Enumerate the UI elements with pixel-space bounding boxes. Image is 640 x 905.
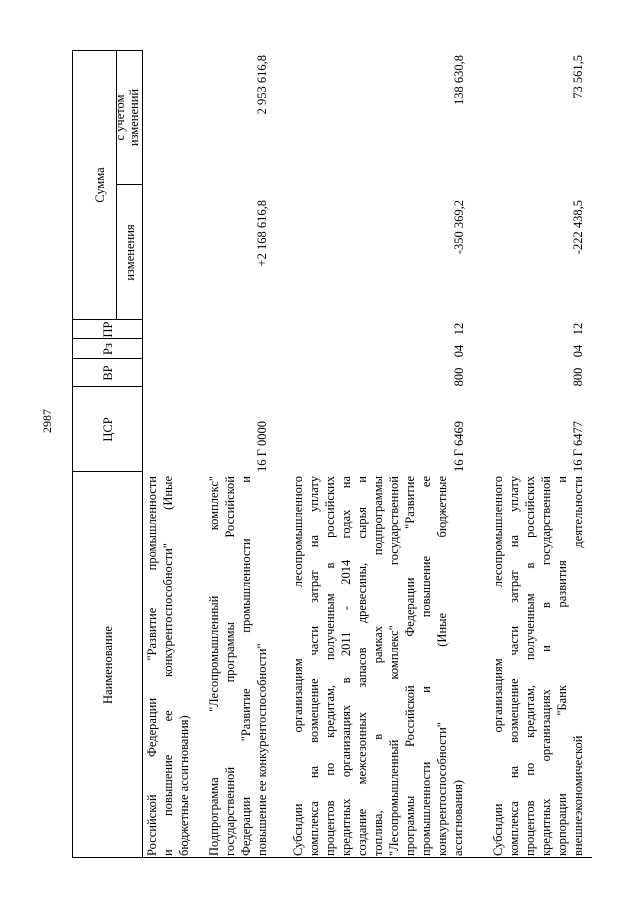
row-1-change: +2 168 616,8 <box>255 200 269 267</box>
row-2-name <box>290 476 466 856</box>
row-1-name-line: Подпрограмма "Лесопромышленный комплекс" <box>207 476 221 856</box>
row-3-rz: 04 <box>571 344 585 358</box>
page-number: 2987 <box>40 409 54 433</box>
header-pr: ПР <box>101 321 115 338</box>
header-bottom-border <box>142 50 143 858</box>
header-with-changes-line1: с учетом <box>113 94 127 141</box>
header-vr: ВР <box>101 365 115 381</box>
row-0-name <box>144 476 192 856</box>
row-0-name-line: Российской Федерации "Развитие промышленности <box>145 476 159 856</box>
row-1-csr: 16 Г 0000 <box>255 421 269 472</box>
row-3-name-line: корпорации "Банк развития и <box>555 476 569 856</box>
row-3-name-line: комплекса на возмещение части затрат на уплату <box>507 476 521 856</box>
row-2-name-line: программы Российской Федерации "Развитие <box>403 476 417 856</box>
row-3-name-line: кредитных организациях и в государственной <box>539 476 553 856</box>
row-3-name-line: процентов по кредитам, полученным в российских <box>523 476 537 856</box>
row-1-total: 2 953 616,8 <box>255 55 269 115</box>
row-2-name-line: процентов по кредитам, полученным в российских <box>323 476 337 856</box>
row-3-vr: 800 <box>571 367 585 387</box>
row-2-name-line: "Лесопромышленный комплекс" государственной <box>387 476 401 856</box>
row-3-name <box>490 476 586 856</box>
row-3-name-line: внешнеэкономической деятельности <box>571 476 585 856</box>
row-3-csr: 16 Г 6477 <box>571 421 585 472</box>
row-2-name-line: промышленности и повышение ее <box>419 476 433 856</box>
row-3-total: 73 561,5 <box>571 55 585 99</box>
header-csr: ЦСР <box>101 417 115 442</box>
row-1-name-line: Федерации "Развитие промышленности и <box>239 476 253 856</box>
row-0-name-line: бюджетные ассигнования) <box>177 715 191 856</box>
row-1-name <box>206 476 270 856</box>
row-2-rz: 04 <box>452 344 466 358</box>
row-2-name-line: Субсидии организациям лесопромышленного <box>291 476 305 856</box>
row-2-csr: 16 Г 6469 <box>452 421 466 472</box>
table-border-left <box>72 857 592 858</box>
header-change: изменения <box>123 224 137 281</box>
header-rz: Рз <box>101 343 115 355</box>
row-3-change: -222 438,5 <box>571 200 585 255</box>
row-3-pr: 12 <box>571 322 585 336</box>
row-2-pr: 12 <box>452 322 466 336</box>
header-name: Наименование <box>101 626 115 704</box>
row-2-name-line: кредитных организациях в 2011 - 2014 годах на <box>339 476 353 856</box>
header-with-changes-line2: изменений <box>127 88 141 147</box>
row-2-vr: 800 <box>452 367 466 387</box>
row-2-name-line: ассигнования) <box>451 780 465 856</box>
row-3-name-line: Субсидии организациям лесопромышленного <box>491 476 505 856</box>
row-2-name-line: комплекса на возмещение части затрат на уплату <box>307 476 321 856</box>
row-2-name-line: конкурентоспособности" (Иные бюджетные <box>435 476 449 856</box>
row-0-name-line: и повышение ее конкурентоспособности" (Иные <box>161 476 175 856</box>
table-border-top <box>72 50 73 858</box>
budget-table <box>72 50 592 858</box>
row-2-name-line: топлива, в рамках подпрограммы <box>371 476 385 856</box>
row-1-name-line: повышение ее конкурентоспособности" <box>255 643 269 856</box>
row-2-name-line: создание межсезонных запасов древесины, сырья и <box>355 476 369 856</box>
header-sum: Сумма <box>93 167 107 203</box>
row-2-total: 138 630,8 <box>452 55 466 105</box>
row-2-change: -350 369,2 <box>452 200 466 255</box>
row-1-name-line: государственной программы Российской <box>223 476 237 856</box>
